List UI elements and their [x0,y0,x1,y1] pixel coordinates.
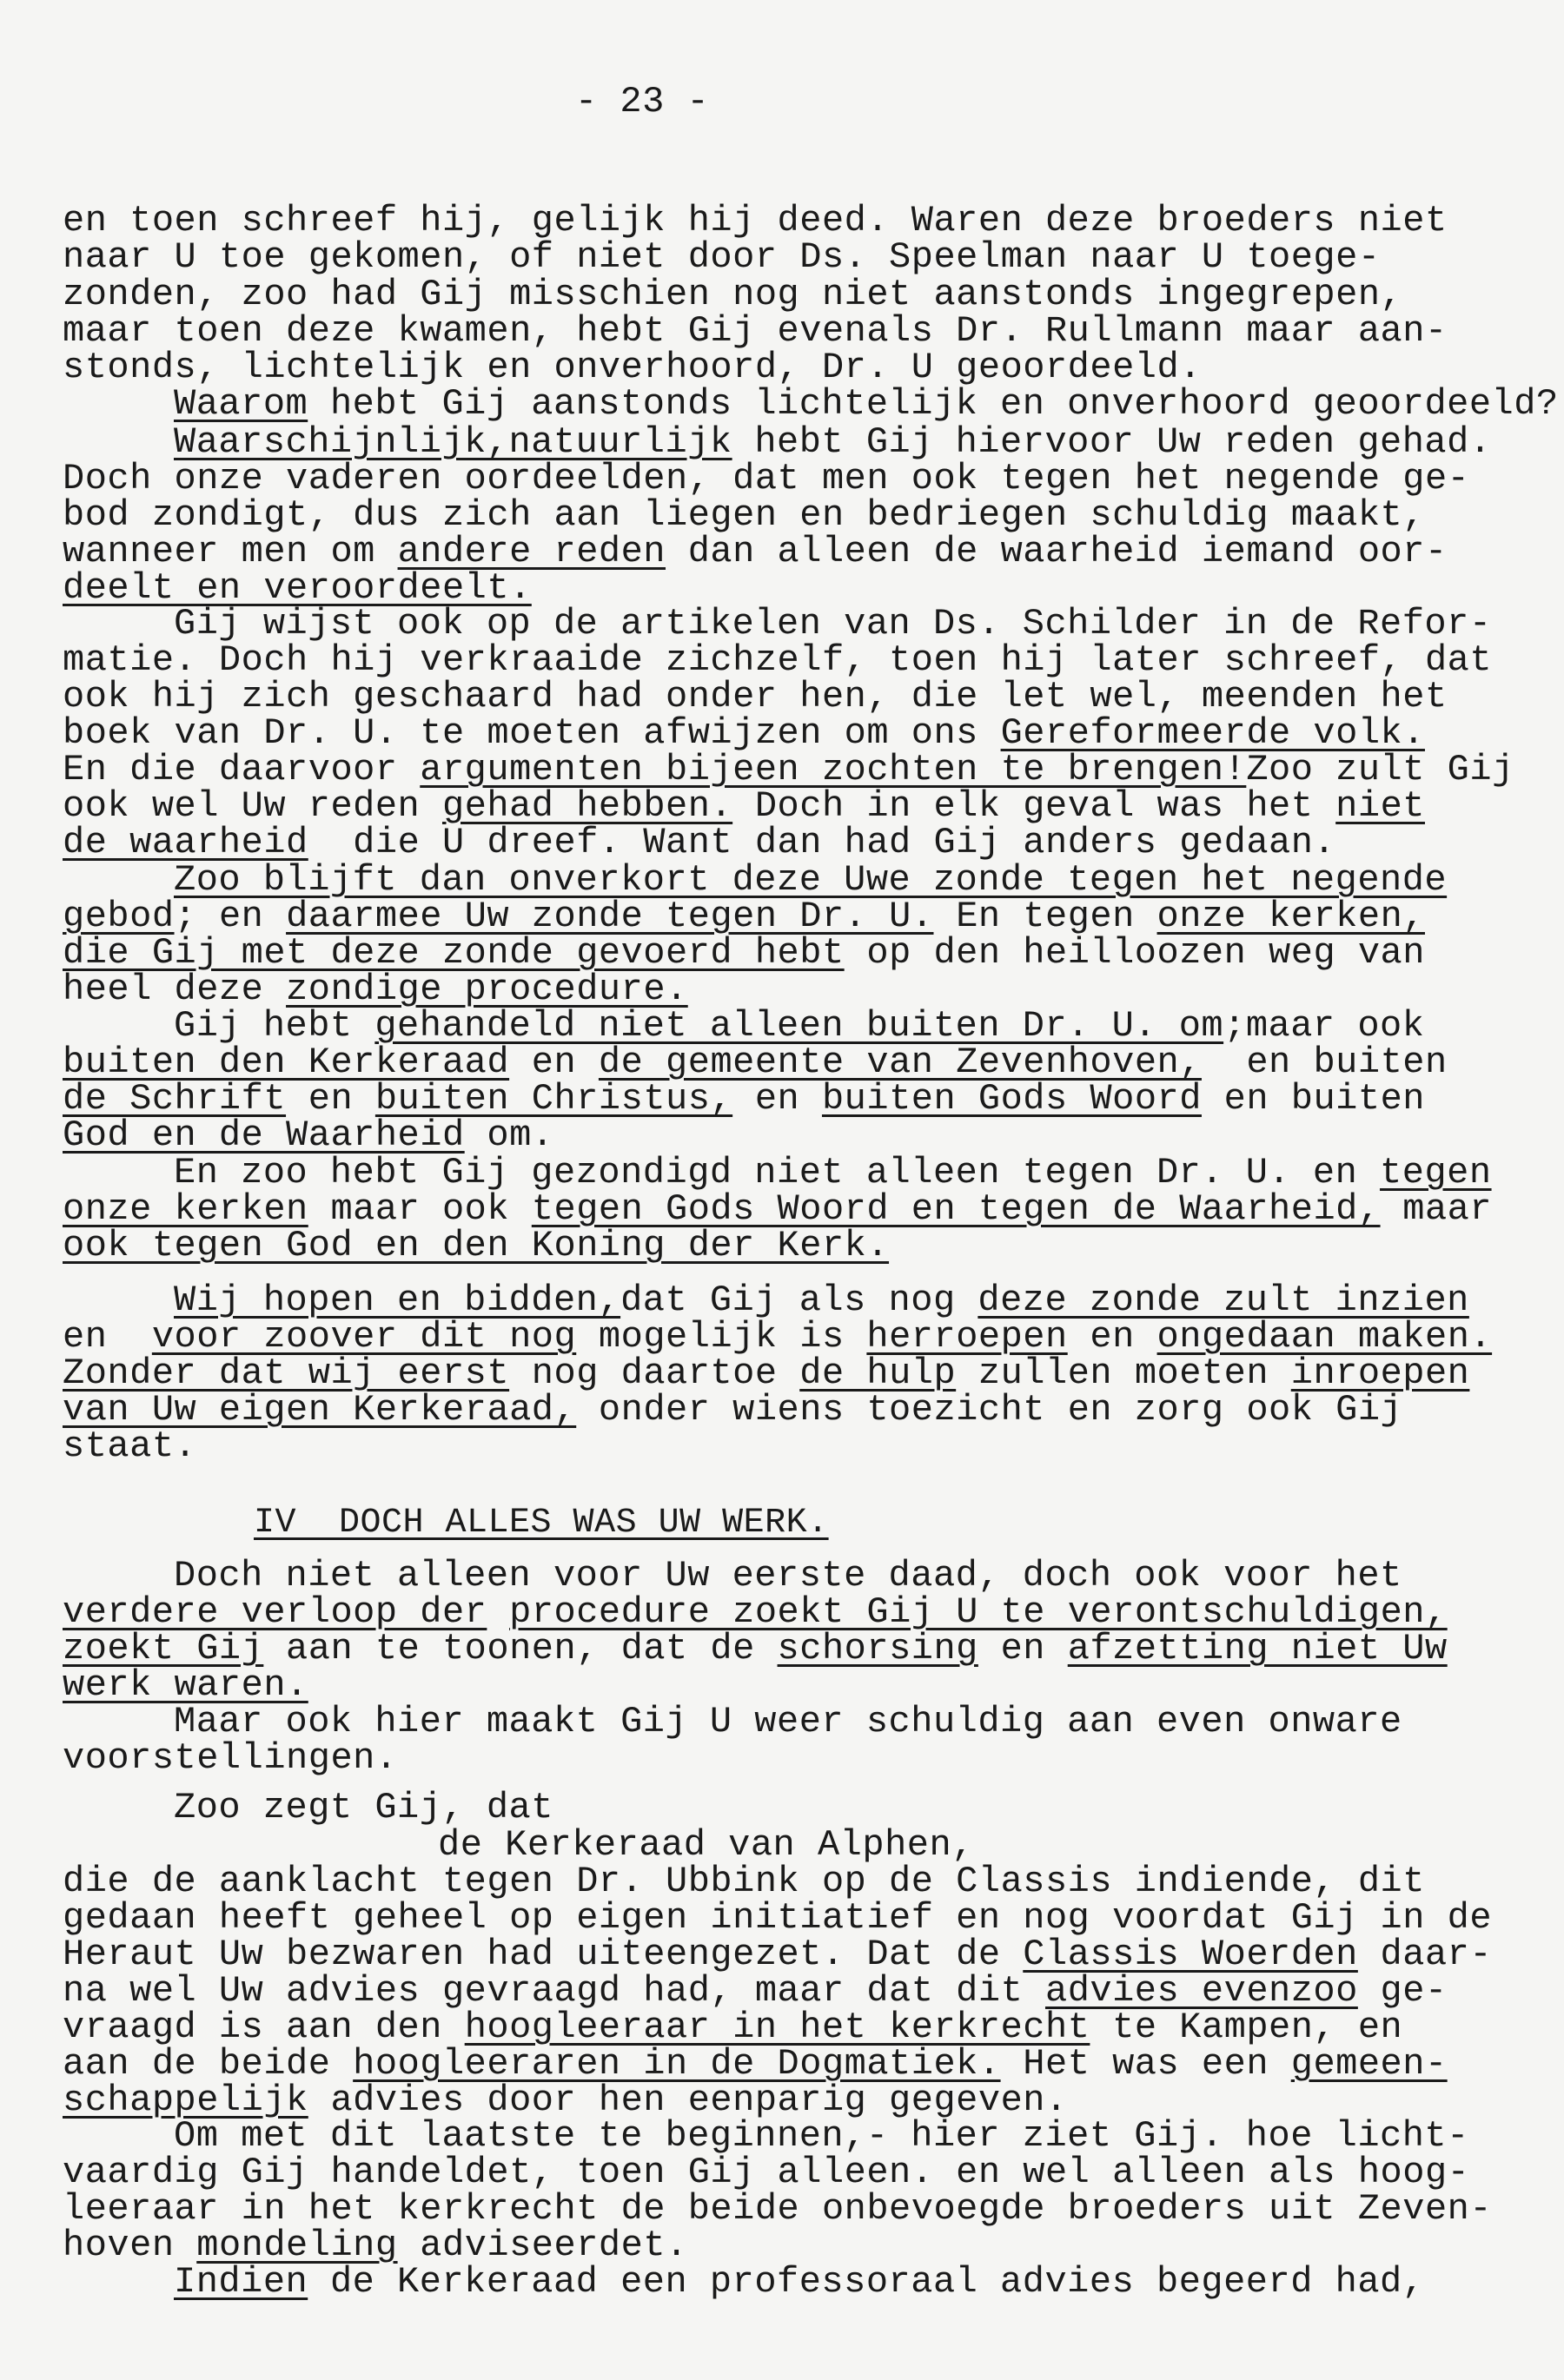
underlined-text: buiten Gods Woord [821,1078,1202,1120]
underlined-text: gemeen- [1290,2043,1448,2085]
underlined-text: afzetting niet Uw [1067,1628,1448,1669]
text-line [63,1114,554,1156]
underlined-text: deelt en veroordeelt. [63,567,532,609]
text-segment: aan te toonen, dat de [263,1628,778,1669]
text-line [63,898,1425,935]
text-segment: Gij wijst ook op de artikelen van Ds. Schilder in de Refor- [174,603,1492,645]
text-segment: aan de beide [63,2043,354,2085]
text-line [63,2154,1469,2191]
underlined-text: zondige procedure. [286,969,688,1010]
text-segment: advies door hen eenparig gegeven. [308,2079,1068,2121]
text-line [63,1591,1448,1633]
text-line [174,1555,1402,1597]
text-line [63,1664,308,1706]
text-line [438,1824,974,1866]
underlined-text: daarmee Uw zonde tegen Dr. U. [286,896,934,937]
text-segment: boek van Dr. U. te moeten afwijzen om ons [63,712,1001,754]
text-line [63,2079,1068,2121]
text-segment: nog daartoe [509,1352,800,1394]
text-segment: Zoo zult Gij [1246,749,1514,790]
text-line [63,1078,1425,1120]
text-segment: de Kerkeraad van Alphen, [438,1824,974,1866]
text-segment: na wel Uw advies gevraagd had, maar dat dit [63,1970,1045,2012]
text-segment: hebt Gij aanstonds lichtelijk en onverhoord geoordeeld? [308,383,1559,425]
underlined-text: andere reden [397,531,666,572]
text-segment: en toen schreef hij, gelijk hij deed. Waren deze broeders niet [63,200,1448,241]
text-line [63,2043,1448,2085]
underlined-text: Indien [174,2261,308,2303]
text-line [63,932,1425,974]
text-line [63,1936,1492,1973]
underlined-text: ongedaan maken. [1156,1316,1493,1358]
text-segment: zullen moeten [956,1352,1291,1394]
text-segment: Zoo zegt Gij, dat [174,1787,553,1828]
text-segment: en [732,1078,822,1120]
text-segment: ge- [1357,1970,1448,2012]
text-line [63,2227,688,2264]
text-line [63,349,1202,386]
underlined-text: de hulp [799,1352,957,1394]
text-segment: Doch onze vaderen oordeelden, dat men ook tegen het negende ge- [63,458,1470,499]
underlined-text: Zoo blijft dan onverkort deze Uwe zonde tegen het negende [174,859,1448,901]
text-segment: hebt Gij hiervoor Uw reden gehad. [732,421,1492,463]
underlined-text: zoekt Gij [63,1628,264,1669]
text-segment: onder wiens toezicht en zorg ook Gij [576,1389,1403,1431]
text-segment: Maar ook hier maakt Gij U weer schuldig aan even onware [174,1701,1402,1742]
underlined-text: van Uw eigen Kerkeraad, [63,1389,577,1431]
text-segment: en [286,1078,375,1120]
text-line [63,1227,889,1264]
text-line [63,460,1469,497]
underlined-text: argumenten bijeen zochten te brengen! [420,749,1247,790]
underlined-text: de waarheid [63,822,308,863]
text-segment: Gij hebt [174,1005,375,1047]
text-line [63,1041,1448,1083]
text-segment: en buiten [1201,1078,1425,1120]
text-line [63,1970,1448,2012]
text-segment: Doch in elk geval was het [732,785,1336,827]
text-line [63,202,1448,239]
underlined-text: gebod [63,896,175,937]
text-line [63,310,1448,352]
underlined-text: inroepen [1290,1352,1470,1394]
text-segment: staat. [63,1425,197,1467]
text-segment: ; en [174,896,287,937]
text-line [63,1737,398,1779]
text-segment: En zoo hebt Gij gezondigd niet alleen tegen Dr. U. en [174,1152,1381,1193]
text-segment: voorstellingen. [63,1737,398,1779]
text-segment: wanneer men om [63,531,398,572]
text-segment: die U dreef. Want dan had Gij anders gedaan. [308,822,1336,863]
text-segment: op den heilloozen weg van [844,932,1425,974]
text-segment: en [63,1316,152,1358]
text-line [63,276,1402,313]
text-line [63,1316,1493,1358]
underlined-text: schappelijk [63,2079,308,2121]
text-segment: bod zondigt, dus zich aan liegen en bedriegen schuldig maakt, [63,494,1425,536]
underlined-text: advies evenzoo [1044,1970,1358,2012]
text-segment: en [509,1041,599,1083]
text-segment: maar toen deze kwamen, hebt Gij evenals Dr. Rullmann maar aan- [63,310,1448,352]
text-segment: Het was een [1000,2043,1291,2085]
text-segment: dan alleen de waarheid iemand oor- [666,531,1448,572]
text-line [174,1154,1492,1191]
text-segment: maar [1380,1188,1493,1230]
underlined-text: deze zonde zult inzien [978,1279,1469,1321]
text-line [63,971,688,1008]
text-line [63,678,1448,715]
underlined-text: voor zoover dit nog [151,1316,577,1358]
text-segment: En die daarvoor [63,749,421,790]
text-line [63,236,1381,278]
text-segment: stonds, lichtelijk en onverhoord, Dr. U geoordeeld. [63,347,1202,388]
underlined-text: hoogleeraren in de Dogmatiek. [353,2043,1001,2085]
text-segment: dat Gij als nog [620,1279,978,1321]
underlined-text: mondeling [196,2225,398,2266]
text-segment: Doch niet alleen voor Uw eerste daad, doch ook voor het [174,1555,1402,1597]
text-segment: Heraut Uw bezwaren had uiteengezet. Dat de [63,1934,1024,1975]
text-line [63,639,1493,681]
text-line [174,2115,1469,2157]
underlined-text: Zonder dat wij eerst [63,1352,510,1394]
text-segment: gedaan heeft geheel op eigen initiatief en nog voordat Gij in de [63,1897,1493,1939]
text-segment: leeraar in het kerkrecht de beide onbevoegde broeders uit Zeven- [63,2188,1493,2230]
text-line [63,751,1514,788]
underlined-text: Gereformeerde volk. [1000,712,1425,754]
underlined-text: Waarschijnlijk,natuurlijk [174,421,732,463]
text-segment [487,1591,509,1633]
section-heading [254,1506,829,1541]
underlined-text: herroepen [866,1316,1068,1358]
underlined-text: buiten den Kerkeraad [63,1041,510,1083]
underlined-text: Wij hopen en bidden, [174,1279,621,1321]
text-segment: maar ook [308,1188,532,1230]
text-line [174,383,1559,425]
text-line [174,1005,1425,1047]
text-line [63,1352,1470,1394]
text-line [63,1389,1403,1431]
text-line [174,421,1492,463]
text-line [63,567,532,609]
text-segment: daar- [1357,1934,1493,1975]
text-segment: ook wel Uw reden [63,785,442,827]
underlined-text: Classis Woerden [1023,1934,1358,1975]
underlined-text: gehandeld niet alleen buiten Dr. U. om [374,1005,1224,1047]
text-line [63,1630,1448,1667]
underlined-text: niet [1335,785,1425,827]
underlined-text: verdere verloop der [63,1591,487,1633]
text-segment: ook hij zich geschaard had onder hen, die let wel, meenden het [63,676,1448,717]
underlined-text: schorsing [777,1628,978,1669]
text-segment: En tegen [933,896,1157,937]
underlined-text: tegen [1380,1152,1492,1193]
underlined-text: tegen Gods Woord en tegen de Waarheid, [531,1188,1381,1230]
underlined-text: procedure zoekt Gij U te verontschuldigen, [509,1591,1448,1633]
underlined-text: Waarom [174,383,308,425]
underlined-text: gehad hebben. [441,785,733,827]
underlined-text: God en de Waarheid [63,1114,465,1156]
text-line [63,824,1335,861]
text-line [174,859,1448,901]
text-line [63,1188,1493,1230]
underlined-text: de gemeente van Zevenhoven, [598,1041,1202,1083]
underlined-text: die Gij met deze zonde gevoerd hebt [63,932,845,974]
text-segment: die de aanklacht tegen Dr. Ubbink op de Classis indiende, dit [63,1861,1425,1902]
underlined-text: IV DOCH ALLES WAS UW WERK. [254,1504,829,1543]
text-segment: hoven [63,2225,197,2266]
text-segment: naar U toe gekomen, of niet door Ds. Speelman naar U toege- [63,236,1381,278]
text-line [174,1789,553,1826]
text-line [63,1897,1493,1939]
text-segment: vaardig Gij handeldet, toen Gij alleen. en wel alleen als hoog- [63,2152,1470,2193]
underlined-text: hoogleeraar in het kerkrecht [464,2006,1090,2048]
text-segment: te Kampen, en [1090,2006,1403,2048]
text-line [174,1279,1469,1321]
underlined-text: werk waren. [63,1664,308,1706]
text-line [63,785,1425,827]
underlined-text: de Schrift [63,1078,287,1120]
text-line [63,2188,1493,2230]
text-line [63,494,1425,536]
text-segment: de Kerkeraad een professoraal advies begeerd had, [308,2261,1425,2303]
text-line [63,1425,197,1467]
text-segment: en [978,1628,1068,1669]
underlined-text: buiten Christus, [374,1078,733,1120]
text-line [174,603,1492,645]
underlined-text: onze kerken [63,1188,308,1230]
text-line [63,2006,1403,2048]
text-line [174,1703,1402,1740]
text-segment: en buiten [1201,1041,1448,1083]
text-segment: zonden, zoo had Gij misschien nog niet aanstonds ingegrepen, [63,274,1403,315]
text-segment: matie. Doch hij verkraaide zichzelf, toen hij later schreef, dat [63,639,1493,681]
text-segment: en [1067,1316,1157,1358]
text-line [63,1863,1425,1900]
text-line [174,2261,1425,2303]
text-line [63,533,1448,570]
text-segment: Om met dit laatste te beginnen,- hier ziet Gij. hoe licht- [174,2115,1469,2157]
text-segment: ;maar ook [1223,1005,1425,1047]
text-segment: adviseerdet. [397,2225,688,2266]
text-segment: mogelijk is [576,1316,867,1358]
page-number: - 23 - [575,81,710,122]
text-line [63,712,1425,754]
underlined-text: ook tegen God en den Koning der Kerk. [63,1225,890,1266]
text-segment: heel deze [63,969,287,1010]
underlined-text: onze kerken, [1156,896,1425,937]
text-segment: om. [464,1114,554,1156]
text-segment: vraagd is aan den [63,2006,465,2048]
